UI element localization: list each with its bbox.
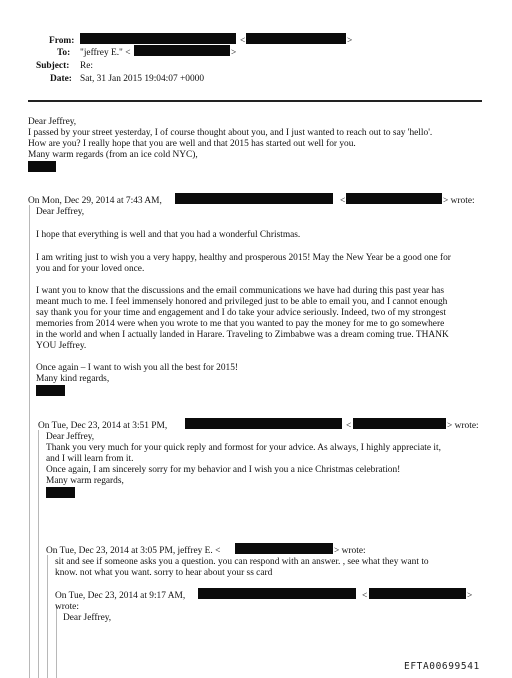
redacted-sender-name <box>175 193 333 204</box>
quote-lt: < <box>362 591 368 601</box>
to-gt: > <box>231 48 237 58</box>
quote-intro: On Tue, Dec 23, 2014 at 9:17 AM, <box>55 591 186 601</box>
body-line: I am writing just to wish you a very happy, healthy and prosperous 2015! May the New Year be a good one for <box>36 253 451 263</box>
redacted-sender-name <box>198 588 356 599</box>
wrote-label: > wrote: <box>334 546 366 556</box>
subject-value: Re: <box>80 61 94 71</box>
quote-intro: On Mon, Dec 29, 2014 at 7:43 AM, <box>28 196 162 206</box>
body-line: meant much to me. I feel immensely honored and privileged just to be able to email you, and I cannot enough <box>36 297 448 307</box>
to-label: To: <box>57 48 71 58</box>
from-gt: > <box>347 36 353 46</box>
body-line: you and for your loved once. <box>36 264 145 274</box>
quote-lt: < <box>340 196 346 206</box>
quote-bar <box>29 205 30 678</box>
header-divider <box>28 100 482 102</box>
body-line: I passed by your street yesterday, I of course thought about you, and I just wanted to reach out to say 'hello'. <box>28 128 433 138</box>
body-line: know. not what you want. sorry to hear about your ss card <box>55 568 273 578</box>
wrote-label: > wrote: <box>443 196 475 206</box>
signoff: Many warm regards, <box>46 476 124 486</box>
greeting: Dear Jeffrey, <box>46 432 95 442</box>
from-label: From: <box>49 36 75 46</box>
quote-bar <box>56 605 57 678</box>
quote-bar <box>47 555 48 678</box>
body-line: I hope that everything is well and that you had a wonderful Christmas. <box>36 230 301 240</box>
to-value: "jeffrey E." < <box>80 48 131 58</box>
quote-bar <box>38 430 39 678</box>
quote-intro: On Tue, Dec 23, 2014 at 3:05 PM, jeffrey E. < <box>46 546 221 556</box>
signoff: Many warm regards (from an ice cold NYC), <box>28 150 198 160</box>
body-line: memories from 2014 were when you wrote to me that you wanted to pay the money for me to go somewhere <box>36 319 445 329</box>
redacted-sender-email <box>369 588 466 599</box>
subject-label: Subject: <box>36 61 70 71</box>
redacted-from-name <box>80 33 236 44</box>
signoff: Many kind regards, <box>36 374 110 384</box>
quote-intro: On Tue, Dec 23, 2014 at 3:51 PM, <box>38 421 168 431</box>
greeting: Dear Jeffrey, <box>36 207 85 217</box>
body-line: and I will learn from it. <box>46 454 134 464</box>
wrote-label: > wrote: <box>447 421 479 431</box>
redacted-from-email <box>246 33 346 44</box>
body-line: Thank you very much for your quick reply and formost for your advice. As always, I highly appreciate it, <box>46 443 441 453</box>
body-line: Once again – I want to wish you all the best for 2015! <box>36 363 239 373</box>
document-id: EFTA00699541 <box>404 661 480 672</box>
date-value: Sat, 31 Jan 2015 19:04:07 +0000 <box>80 74 205 84</box>
date-label: Date: <box>50 74 72 84</box>
wrote-label: wrote: <box>55 602 79 612</box>
quote-lt: < <box>346 421 352 431</box>
body-line: YOU Jeffrey. <box>36 341 87 351</box>
from-lt: < <box>240 36 246 46</box>
redacted-sender-email <box>353 418 446 429</box>
redacted-to-email <box>134 45 230 56</box>
body-line: say thank you for your time and engagement and I do take your advice seriously. Indeed, two of my strongest <box>36 308 446 318</box>
greeting: Dear Jeffrey, <box>28 117 77 127</box>
redacted-sender-email <box>235 543 333 554</box>
body-line: in the world and when I actually landed in Harare. Traveling to Zimbabwe was a dream coming true. THANK <box>36 330 449 340</box>
redacted-sender-email <box>346 193 442 204</box>
body-line: I want you to know that the discussions and the email communications we have had during this past year has <box>36 286 444 296</box>
redacted-signature <box>28 161 56 172</box>
redacted-signature <box>36 385 65 396</box>
body-line: How are you? I really hope that you are well and that 2015 has started out well for you. <box>28 139 356 149</box>
quote-gt: > <box>467 591 473 601</box>
redacted-signature <box>46 487 75 498</box>
redacted-sender-name <box>185 418 342 429</box>
body-line: Once again, I am sincerely sorry for my behavior and I wish you a nice Christmas celebration! <box>46 465 401 475</box>
greeting: Dear Jeffrey, <box>63 613 112 623</box>
body-line: sit and see if someone asks you a question. you can respond with an answer. , see what they want to <box>55 557 429 567</box>
